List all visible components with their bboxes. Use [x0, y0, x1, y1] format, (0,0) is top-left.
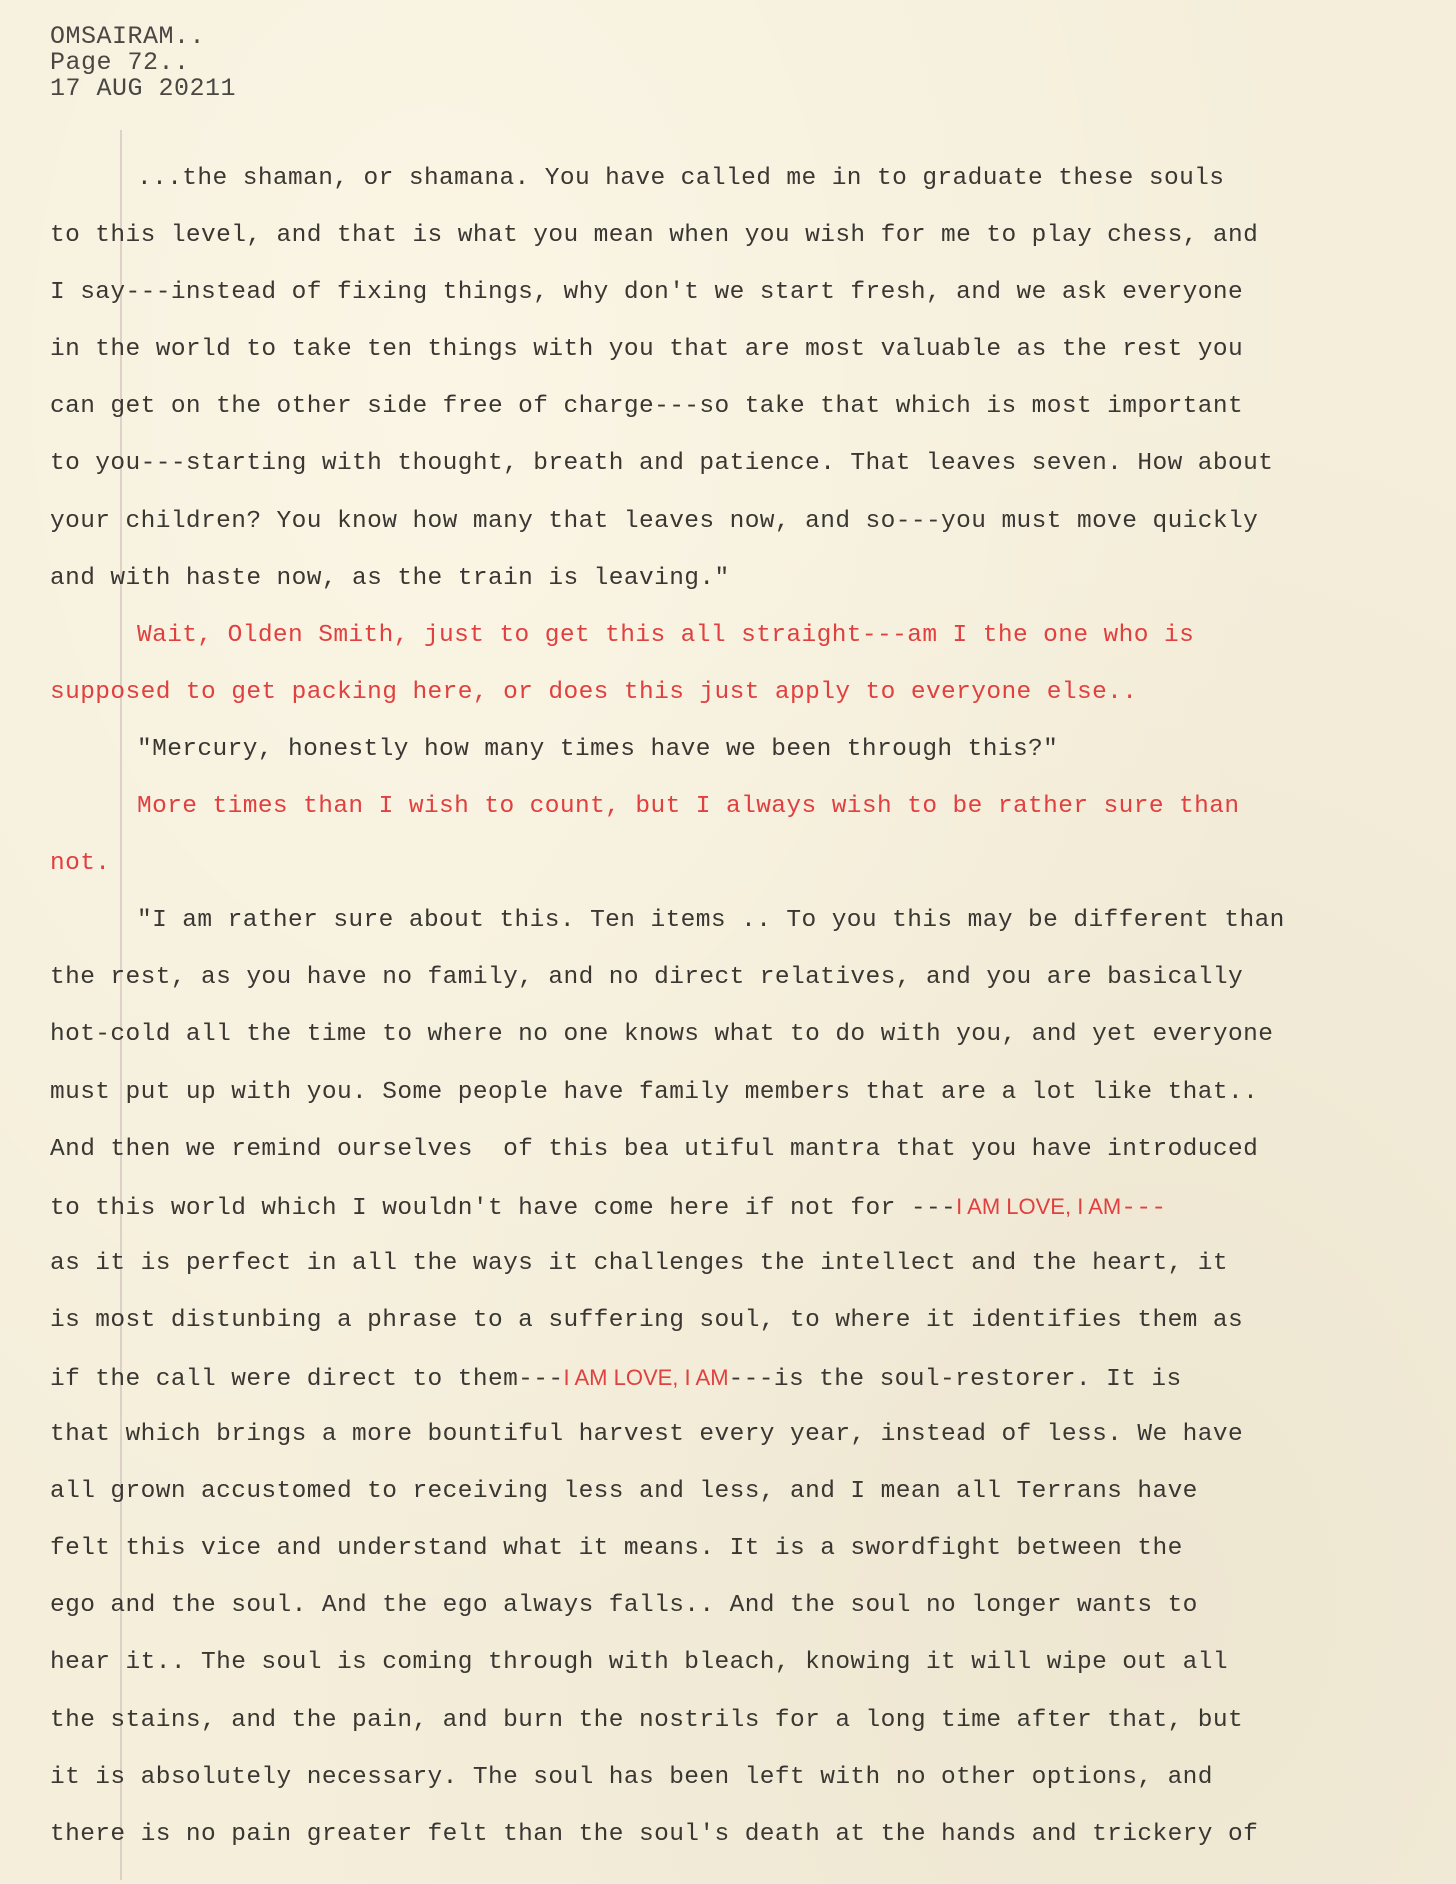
text-line: that which brings a more bountiful harvest every year, instead of less. We have — [50, 1421, 1244, 1449]
text-line — [50, 1349, 1440, 1406]
text-line: ego and the soul. And the ego always falls.. And the soul no longer wants to — [50, 1592, 1198, 1620]
text-line: And then we remind ourselves of this bea utiful mantra that you have introduced — [50, 1135, 1259, 1163]
text-segment-red: --- — [1121, 1194, 1167, 1222]
text-line: can get on the other side free of charge---so take that which is most important — [50, 393, 1244, 421]
header-page-number: Page 72.. — [50, 48, 190, 77]
page-header — [50, 24, 236, 102]
text-line: felt this vice and understand what it means. It is a swordfight between the — [50, 1535, 1183, 1563]
text-line: the stains, and the pain, and burn the nostrils for a long time after that, but — [50, 1706, 1244, 1734]
text-line: "Mercury, honestly how many times have we been through this?" — [137, 735, 1059, 763]
text-line — [50, 1178, 1440, 1235]
text-line: to you---starting with thought, breath and patience. That leaves seven. How about — [50, 450, 1274, 478]
text-line: in the world to take ten things with you that are most valuable as the rest you — [50, 336, 1244, 364]
text-line-red: More times than I wish to count, but I always wish to be rather sure than — [137, 793, 1240, 821]
text-line-red: supposed to get packing here, or does this just apply to everyone else.. — [50, 678, 1138, 706]
text-line: the rest, as you have no family, and no direct relatives, and you are basically — [50, 964, 1244, 992]
text-line: is most distunbing a phrase to a suffering soul, to where it identifies them as — [50, 1306, 1244, 1334]
text-segment: ---is the soul-restorer. It is — [728, 1365, 1182, 1393]
text-line: "I am rather sure about this. Ten items .. To you this may be different than — [137, 907, 1285, 935]
text-line: I say---instead of fixing things, why don't we start fresh, and we ask everyone — [50, 279, 1244, 307]
text-segment: if the call were direct to them--- — [50, 1365, 564, 1393]
text-line: to this level, and that is what you mean when you wish for me to play chess, and — [50, 222, 1259, 250]
mantra-red: I AM LOVE, I AM — [563, 1364, 729, 1390]
text-line-red: Wait, Olden Smith, just to get this all straight---am I the one who is — [137, 621, 1195, 649]
text-line: must put up with you. Some people have family members that are a lot like that.. — [50, 1078, 1259, 1106]
text-line: hot-cold all the time to where no one knows what to do with you, and yet everyone — [50, 1021, 1274, 1049]
text-segment: to this world which I wouldn't have come here if not for --- — [50, 1194, 957, 1222]
text-line: there is no pain greater felt than the soul's death at the hands and trickery of — [50, 1820, 1259, 1848]
text-line: and with haste now, as the train is leaving." — [50, 564, 730, 592]
mantra-red: I AM LOVE, I AM — [956, 1193, 1122, 1219]
header-date: 17 AUG 20211 — [50, 74, 237, 103]
manuscript-body — [50, 150, 1440, 1863]
text-line: it is absolutely necessary. The soul has been left with no other options, and — [50, 1763, 1213, 1791]
text-line: ...the shaman, or shamana. You have called me in to graduate these souls — [137, 165, 1225, 192]
text-line-red: not. — [50, 850, 111, 878]
text-line: your children? You know how many that leaves now, and so---you must move quickly — [50, 507, 1259, 535]
text-line: as it is perfect in all the ways it challenges the intellect and the heart, it — [50, 1249, 1228, 1277]
text-line: all grown accustomed to receiving less and less, and I mean all Terrans have — [50, 1478, 1198, 1506]
header-title: OMSAIRAM.. — [50, 22, 206, 51]
text-line: hear it.. The soul is coming through with bleach, knowing it will wipe out all — [50, 1649, 1228, 1677]
